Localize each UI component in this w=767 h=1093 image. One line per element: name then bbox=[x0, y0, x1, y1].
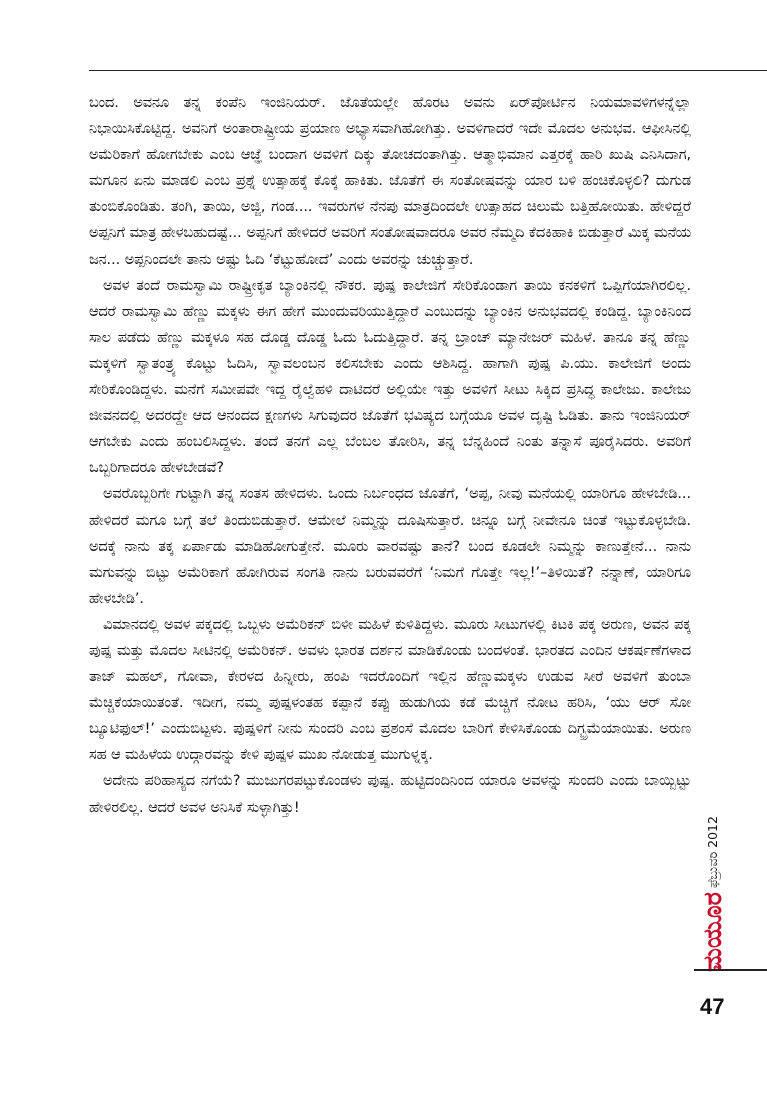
edition-text: ಫೆಬ್ರುವರಿ 2012 bbox=[705, 816, 721, 888]
edition-label bbox=[699, 812, 727, 892]
paragraph-1: ಬಂದ. ಅವನೂ ತನ್ನ ಕಂಪೆನಿ ಇಂಜಿನಿಯರ್. ಜೊತೆಯಲ್ಲೇ ಹೊರಟ ಅವನು ಏರ್‌ಪೋರ್ಟಿನ ನಿಯಮಾವಳಿಗಳನ್ನೆಲ್ಲಾ ನಿಭಾಯಿಸಿಕೊಟ್ಟಿದ್ದ. ಅವನಿಗೆ ಅಂತಾರಾಷ್ಟ್ರೀಯ ಪ್ರಯಾಣ ಅಭ್ಯಾಸವಾಗಿಹೋಗಿತ್ತು. ಅವಳಿಗಾದರೆ ಇದೇ ಮೊದಲ ಅನುಭವ. ಆಫೀಸಿನಲ್ಲಿ ಅಮೆರಿಕಾಗೆ ಹೋಗಬೇಕು ಎಂಬ ಆಜ್ಞೆ ಬಂದಾಗ ಅವಳಿಗೆ ದಿಕ್ಕು ತೋಚದಂತಾಗಿತ್ತು. ಆತ್ಮಾಭಿಮಾನ ಎತ್ತರಕ್ಕೆ ಹಾರಿ ಖುಷಿ ಎನಿಸಿದಾಗ, ಮಗೂನ ಏನು ಮಾಡಲಿ ಎಂಬ ಪ್ರಶ್ನೆ ಉತ್ಸಾಹಕ್ಕೆ ಕೊಕ್ಕೆ ಹಾಕಿತು. ಜೊತೆಗೆ ಈ ಸಂತೋಷವನ್ನು ಯಾರ ಬಳಿ ಹಂಚಿಕೊಳ್ಳಲಿ? ದುಗುಡ ತುಂಬಿಕೊಂಡಿತು. ತಂಗಿ, ತಾಯಿ, ಅಜ್ಜಿ, ಗಂಡ.... ಇವರುಗಳ ನೆನಪು ಮಾತ್ರದಿಂದಲೇ ಉತ್ಸಾಹದ ಚಿಲುಮೆ ಬತ್ತಿಹೋಯಿತು. ಹೇಳಿದ್ದರೆ ಅಪ್ಪನಿಗೆ ಮಾತ್ರ ಹೇಳಬಹುದಷ್ಟೆ... ಅಪ್ಪನಿಗೆ ಹೇಳಿದರೆ ಅವರಿಗೆ ಸಂತೋಷವಾದರೂ ಅವರ ನೆಮ್ಮದಿ ಕೆದಕಿಹಾಕಿ ಬಿಡುತ್ತಾರೆ ಮಿಕ್ಕ ಮನೆಯ ಜನ... ಅಪ್ಪನಿಂದಲೇ ತಾನು ಅಷ್ಟು ಓದಿ ‘ಕೆಟ್ಟುಹೋದೆ’ ಎಂದು ಅವರನ್ನು ಚುಚ್ಚುತ್ತಾರೆ. bbox=[89, 95, 691, 268]
paragraph-3: ಅವರೊಬ್ಬರಿಗೇ ಗುಟ್ಟಾಗಿ ತನ್ನ ಸಂತಸ ಹೇಳಿದಳು. ಒಂದು ನಿರ್ಬಂಧದ ಜೊತೆಗೆ, ‘ಅಪ್ಪ, ನೀವು ಮನೆಯಲ್ಲಿ ಯಾರಿಗೂ ಹೇಳಬೇಡಿ... ಹೇಳಿದರೆ ಮಗೂ ಬಗ್ಗೆ ತಲೆ ತಿಂದುಬಿಡುತ್ತಾರೆ. ಆಮೇಲೆ ನಿಮ್ಮನ್ನು ದೂಷಿಸುತ್ತಾರೆ. ಚಿನ್ನೂ ಬಗ್ಗೆ ನೀವೇನೂ ಚಿಂತೆ ಇಟ್ಟುಕೊಳ್ಳಬೇಡಿ. ಅದಕ್ಕೆ ನಾನು ತಕ್ಕ ಏರ್ಪಾಡು ಮಾಡಿಹೋಗುತ್ತೇನೆ. ಮೂರು ವಾರವಷ್ಟು ತಾನೆ? ಬಂದ ಕೂಡಲೇ ನಿಮ್ಮನ್ನು ಕಾಣುತ್ತೇನೆ... ನಾನು ಮಗುವನ್ನು ಬಿಟ್ಟು ಅಮೆರಿಕಾಗೆ ಹೋಗಿರುವ ಸಂಗತಿ ನಾನು ಬರುವವರೆಗೆ ‘ನಿಮಗೆ ಗೊತ್ತೇ ಇಲ್ಲ!’–ತಿಳಿಯಿತೆ? ನನ್ನಾಣೆ, ಯಾರಿಗೂ ಹೇಳಬೇಡಿ’. bbox=[89, 486, 691, 607]
magazine-masthead bbox=[698, 892, 728, 972]
paragraph-4: ವಿಮಾನದಲ್ಲಿ ಅವಳ ಪಕ್ಕದಲ್ಲಿ ಒಬ್ಬಳು ಅಮೆರಿಕನ್ ಬಿಳೀ ಮಹಿಳೆ ಕುಳಿತಿದ್ದಳು. ಮೂರು ಸೀಟುಗಳಲ್ಲಿ ಕಿಟಕಿ ಪಕ್ಕ ಅರುಣ, ಅವನ ಪಕ್ಕ ಪುಷ್ಪ ಮತ್ತು ಮೊದಲ ಸೀಟಿನಲ್ಲಿ ಅಮೆರಿಕನ್. ಅವಳು ಭಾರತ ದರ್ಶನ ಮಾಡಿಕೊಂಡು ಬಂದಳಂತೆ. ಭಾರತದ ಎಂದಿನ ಆಕರ್ಷಣೆಗಳಾದ ತಾಜ್ ಮಹಲ್, ಗೋವಾ, ಕೇರಳದ ಹಿನ್ನೀರು, ಹಂಪಿ ಇದರೊಂದಿಗೆ ಇಲ್ಲಿನ ಹೆಣ್ಣುಮಕ್ಕಳು ಉಡುವ ಸೀರೆ ಅವಳಿಗೆ ತುಂಬಾ ಮೆಚ್ಚಿಕೆಯಾಯಿತಂತೆ. ಇದೀಗ, ನಮ್ಮ ಪುಷ್ಪಳಂತಹ ಕಪ್ಪಾನೆ ಕಪ್ಪು ಹುಡುಗಿಯ ಕಡೆ ಮೆಚ್ಚಿಗೆ ನೋಟ ಹರಿಸಿ, ‘ಯು ಆರ್ ಸೋ ಬ್ಯೂಟಿಫುಲ್!’ ಎಂದುಬಿಟ್ಟಳು. ಪುಷ್ಪಳಿಗೆ ನೀನು ಸುಂದರಿ ಎಂಬ ಪ್ರಶಂಸೆ ಮೊದಲ ಬಾರಿಗೆ ಕೇಳಿಸಿಕೊಂಡು ದಿಗ್ಭ್ರಮೆಯಾಯಿತು. ಅರುಣ ಸಹ ಆ ಮಹಿಳೆಯ ಉದ್ಗಾರವನ್ನು ಕೇಳಿ ಪುಷ್ಪಳ ಮುಖ ನೋಡುತ್ತ ಮುಗುಳ್ನಕ್ಕ. bbox=[89, 616, 691, 764]
top-rule bbox=[89, 70, 767, 71]
magazine-name-text: ಮಯೂರ bbox=[698, 892, 728, 972]
page-number-rule bbox=[694, 969, 767, 971]
page-number: 47 bbox=[700, 994, 725, 1019]
paragraph-2: ಅವಳ ತಂದೆ ರಾಮಸ್ವಾಮಿ ರಾಷ್ಟ್ರೀಕೃತ ಬ್ಯಾಂಕಿನಲ್ಲಿ ನೌಕರ. ಪುಷ್ಪ ಕಾಲೇಜಿಗೆ ಸೇರಿಕೊಂಡಾಗ ತಾಯಿ ಕನಕಳಿಗೆ ಒಪ್ಪಿಗೆಯಾಗಿರಲಿಲ್ಲ. ಆದರೆ ರಾಮಸ್ವಾಮಿ ಹೆಣ್ಣು ಮಕ್ಕಳು ಈಗ ಹೇಗೆ ಮುಂದುವರಿಯುತ್ತಿದ್ದಾರೆ ಎಂಬುದನ್ನು ಬ್ಯಾಂಕಿನ ಅನುಭವದಲ್ಲಿ ಕಂಡಿದ್ದ. ಬ್ಯಾಂಕಿನಿಂದ ಸಾಲ ಪಡೆದು ಹೆಣ್ಣು ಮಕ್ಕಳೂ ಸಹ ದೊಡ್ಡ ದೊಡ್ಡ ಓದು ಓದುತ್ತಿದ್ದಾರೆ. ತನ್ನ ಬ್ರಾಂಚ್ ಮ್ಯಾನೇಜರ್ ಮಹಿಳೆ. ತಾನೂ ತನ್ನ ಹೆಣ್ಣು ಮಕ್ಕಳಿಗೆ ಸ್ವಾತಂತ್ರ್ಯ ಕೊಟ್ಟು ಓದಿಸಿ, ಸ್ವಾವಲಂಬನ ಕಲಿಸಬೇಕು ಎಂದು ಆಶಿಸಿದ್ದ. ಹಾಗಾಗಿ ಪುಷ್ಪ ಪಿ.ಯು. ಕಾಲೇಜಿಗೆ ಅಂದು ಸೇರಿಕೊಂಡಿದ್ದಳು. ಮನೆಗೆ ಸಮೀಪವೇ ಇದ್ದ ರೈಲ್ವೆಹಳಿ ದಾಟಿದರೆ ಅಲ್ಲಿಯೇ ಇತ್ತು ಅವಳಿಗೆ ಸೀಟು ಸಿಕ್ಕಿದ ಪ್ರಸಿದ್ಧ ಕಾಲೇಜು. ಕಾಲೇಜು ಜೀವನದಲ್ಲಿ ಅದರದ್ದೇ ಆದ ಆನಂದದ ಕ್ಷಣಗಳು ಸಿಗುವುದರ ಜೊತೆಗೆ ಭವಿಷ್ಯದ ಬಗ್ಗೆಯೂ ಅವಳ ದೃಷ್ಟಿ ಓಡಿತು. ತಾನು ಇಂಜಿನಿಯರ್ ಆಗಬೇಕು ಎಂದು ಹಂಬಲಿಸಿದ್ದಳು. ತಂದೆ ತನಗೆ ಎಲ್ಲ ಬೆಂಬಲ ತೋರಿಸಿ, ತನ್ನ ಬೆನ್ನಹಿಂದೆ ನಿಂತು ತನ್ನಾಸೆ ಪೂರೈಸಿದರು. ಅವರಿಗೆ ಒಬ್ಬರಿಗಾದರೂ ಹೇಳಬೇಡವೆ? bbox=[89, 277, 691, 477]
paragraph-5: ಅದೇನು ಪರಿಹಾಸ್ಯದ ನಗೆಯೆ? ಮುಜುಗರಪಟ್ಟುಕೊಂಡಳು ಪುಷ್ಪ. ಹುಟ್ಟಿದಂದಿನಿಂದ ಯಾರೂ ಅವಳನ್ನು ಸುಂದರಿ ಎಂದು ಬಾಯ್ಬಿಟ್ಟು ಹೇಳಿರಲಿಲ್ಲ. ಆದರೆ ಅವಳ ಅನಿಸಿಕೆ ಸುಳ್ಳಾಗಿತ್ತು! bbox=[89, 773, 691, 816]
story-body bbox=[89, 90, 691, 821]
